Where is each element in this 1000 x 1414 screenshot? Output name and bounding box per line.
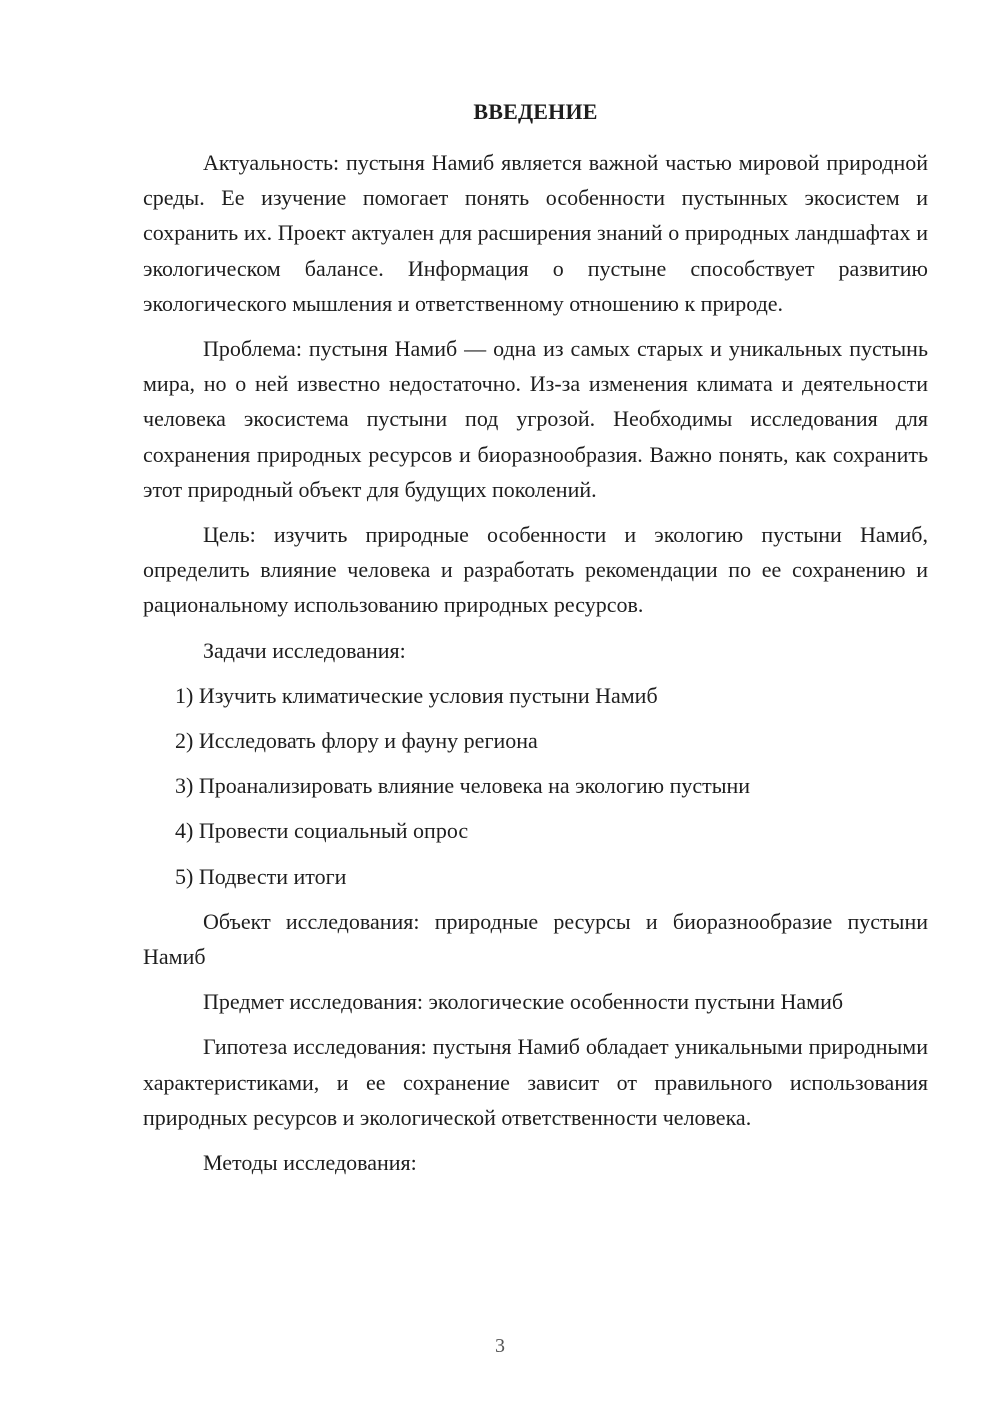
problem-paragraph: Проблема: пустыня Намиб — одна из самых старых и уникальных пустынь мира, но о ней известно недостаточно. Из-за изменения климата и деятельности человека экосистема пустыни под угрозой. Необходимы исследования для сохранения природных ресурсов и биоразнообразия. Важно понять, как сохранить этот природный объект для будущих поколений. (143, 336, 928, 502)
tasks-heading: Задачи исследования: (203, 637, 406, 663)
object-paragraph: Объект исследования: природные ресурсы и биоразнообразие пустыни Намиб (143, 908, 928, 970)
list-item: 3) Проанализировать влияние человека на экологию пустыни (175, 773, 751, 799)
tasks-list (143, 678, 928, 894)
page-title: ВВЕДЕНИЕ (473, 99, 598, 124)
list-item: 2) Исследовать флору и фауну региона (175, 728, 538, 754)
relevance-paragraph: Актуальность: пустыня Намиб является важной частью мировой природной среды. Ее изучение помогает понять особенности пустынных экосистем и сохранить их. Проект актуален для расширения знаний о природных ландшафтах и экологическом балансе. Информация о пустыне способствует развитию экологического мышления и ответственному отношению к природе. (143, 150, 928, 316)
subject-paragraph: Предмет исследования: экологические особенности пустыни Намиб (203, 989, 844, 1015)
page-number: 3 (495, 1335, 505, 1357)
methods-heading: Методы исследования: (203, 1150, 417, 1176)
list-item: 5) Подвести итоги (175, 863, 347, 889)
list-item: 1) Изучить климатические условия пустыни Намиб (175, 682, 658, 708)
goal-paragraph: Цель: изучить природные особенности и экологию пустыни Намиб, определить влияние человека и разработать рекомендации по ее сохранению и рациональному использованию природных ресурсов. (143, 522, 928, 618)
list-item: 4) Провести социальный опрос (175, 818, 469, 844)
hypothesis-paragraph: Гипотеза исследования: пустыня Намиб обладает уникальными природными характеристиками, и ее сохранение зависит от правильного использования природных ресурсов и экологической ответственности человека. (143, 1034, 928, 1130)
